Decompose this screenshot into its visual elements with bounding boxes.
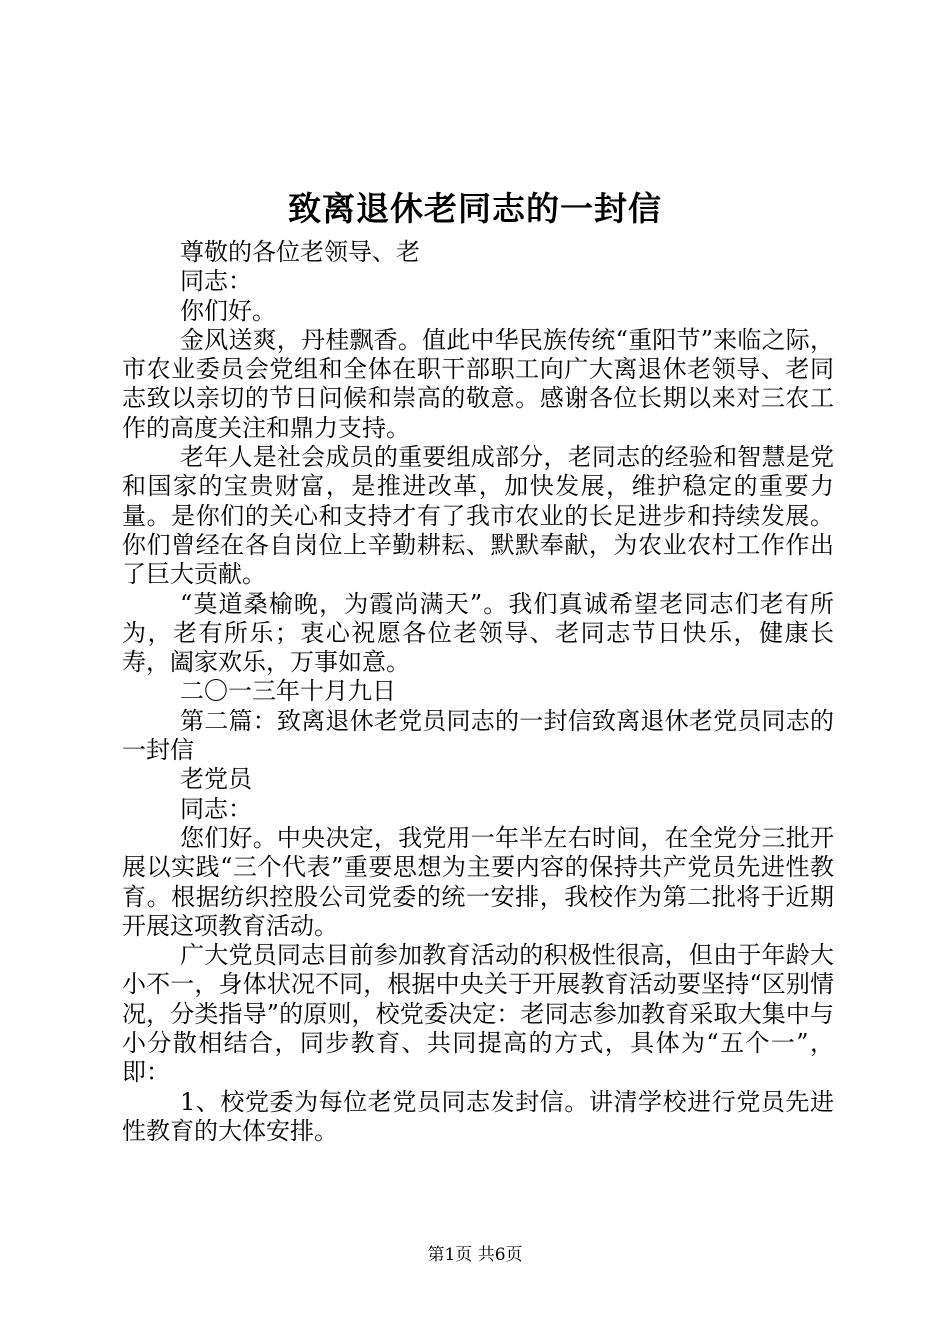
paragraph: 金风送爽，丹桂飘香。值此中华民族传统“重阳节”来临之际，市农业委员会党组和全体在职干部职工向广大离退休老领导、老同志致以亲切的节日问候和崇高的敬意。感谢各位长期以来对三农工作的高度关注和鼎力支持。 — [122, 325, 834, 442]
salutation-line-2: 同志： — [180, 794, 252, 823]
document-body — [122, 238, 834, 1146]
paragraph: 1、校党委为每位老党员同志发封信。讲清学校进行党员先进性教育的大体安排。 — [122, 1087, 834, 1145]
date-line: 二〇一三年十月九日 — [180, 677, 396, 706]
paragraph: 老年人是社会成员的重要组成部分，老同志的经验和智慧是党和国家的宝贵财富，是推进改革，加快发展，维护稳定的重要力量。是你们的关心和支持才有了我市农业的长足进步和持续发展。你们曾经在各自岗位上辛勤耕耘、默默奉献，为农业农村工作作出了巨大贡献。 — [122, 443, 834, 589]
paragraph: 您们好。中央决定，我党用一年半左右时间，在全党分三批开展以实践“三个代表”重要思想为主要内容的保持共产党员先进性教育。根据纺织控股公司党委的统一安排，我校作为第二批将于近期开展这项教育活动。 — [122, 823, 834, 940]
salutation-line-1: 老党员 — [180, 765, 252, 794]
paragraph: “莫道桑榆晚，为霞尚满天”。我们真诚希望老同志们老有所为，老有所乐；衷心祝愿各位老领导、老同志节日快乐，健康长寿，阖家欢乐，万事如意。 — [122, 589, 834, 677]
page-number: 第1页 共6页 — [427, 1245, 523, 1265]
section-heading: 第二篇：致离退休老党员同志的一封信致离退休老党员同志的一封信 — [122, 706, 834, 765]
document-title: 致离退休老同志的一封信 — [288, 189, 662, 228]
salutation-line-2: 同志： — [180, 267, 252, 296]
greeting: 你们好。 — [180, 296, 276, 325]
salutation-line-1: 尊敬的各位老领导、老 — [180, 238, 420, 266]
paragraph: 广大党员同志目前参加教育活动的积极性很高，但由于年龄大小不一，身体状况不同，根据中央关于开展教育活动要坚持“区别情况，分类指导”的原则，校党委决定：老同志参加教育采取大集中与小分散相结合，同步教育、共同提高的方式，具体为“五个一”，即： — [122, 941, 834, 1087]
